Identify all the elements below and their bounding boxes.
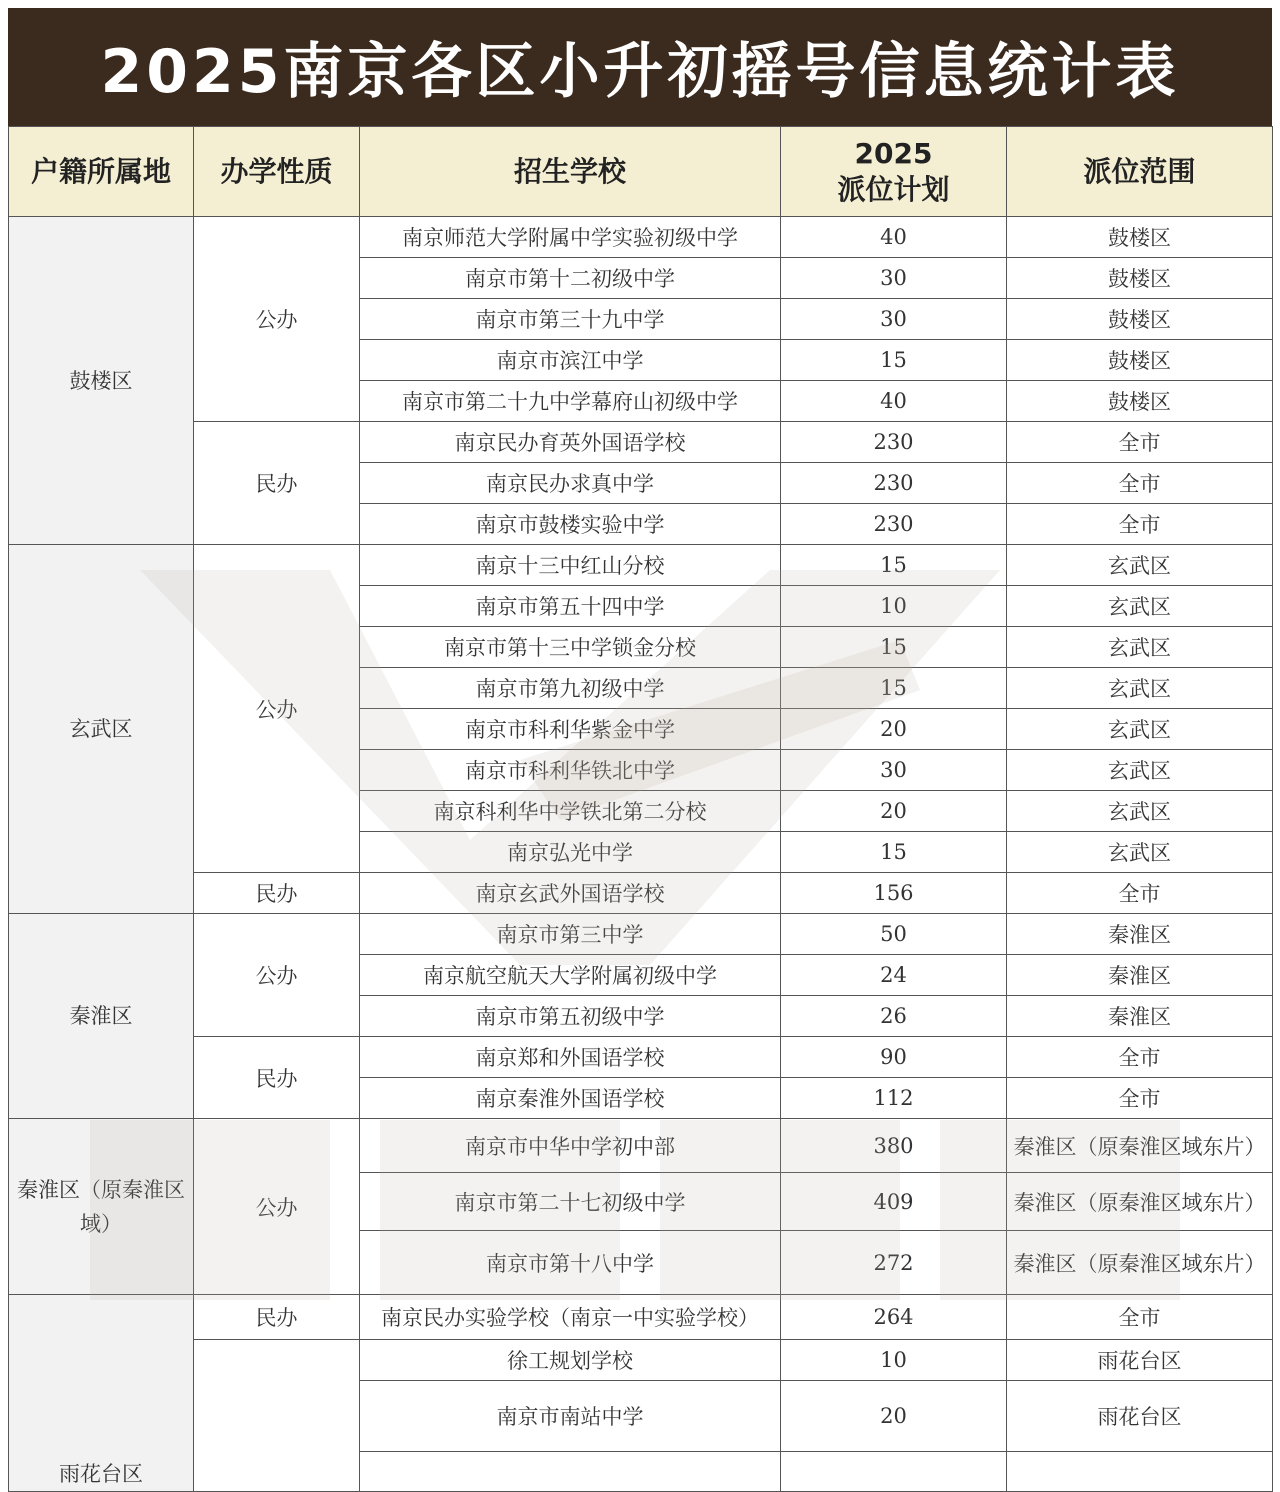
range-cell: 全市 bbox=[1007, 1295, 1273, 1340]
range-cell: 玄武区 bbox=[1007, 750, 1273, 791]
plan-cell: 26 bbox=[781, 996, 1007, 1037]
nature-cell: 民办 bbox=[194, 1037, 360, 1119]
school-cell: 南京市第二十九中学幕府山初级中学 bbox=[360, 381, 781, 422]
table-row bbox=[9, 1295, 1273, 1340]
nature-cell: 公办 bbox=[194, 217, 360, 422]
school-cell: 南京师范大学附属中学实验初级中学 bbox=[360, 217, 781, 258]
plan-cell: 15 bbox=[781, 340, 1007, 381]
school-cell: 南京市中华中学初中部 bbox=[360, 1119, 781, 1173]
plan-cell: 409 bbox=[781, 1173, 1007, 1231]
enrollment-table bbox=[8, 126, 1273, 1492]
range-cell: 鼓楼区 bbox=[1007, 381, 1273, 422]
school-cell: 南京秦淮外国语学校 bbox=[360, 1078, 781, 1119]
header-range: 派位范围 bbox=[1007, 127, 1273, 217]
range-cell: 全市 bbox=[1007, 463, 1273, 504]
school-cell: 南京市第十二初级中学 bbox=[360, 258, 781, 299]
range-cell: 雨花台区 bbox=[1007, 1340, 1273, 1381]
school-cell: 南京市南站中学 bbox=[360, 1381, 781, 1452]
table-row bbox=[9, 873, 1273, 914]
school-cell: 南京市第五初级中学 bbox=[360, 996, 781, 1037]
range-cell bbox=[1007, 1452, 1273, 1492]
range-cell: 秦淮区（原秦淮区域东片） bbox=[1007, 1119, 1273, 1173]
title-bar bbox=[8, 8, 1272, 126]
range-cell: 玄武区 bbox=[1007, 627, 1273, 668]
range-cell: 玄武区 bbox=[1007, 791, 1273, 832]
school-cell: 南京市第九初级中学 bbox=[360, 668, 781, 709]
range-cell: 全市 bbox=[1007, 873, 1273, 914]
district-cell-gulou: 鼓楼区 bbox=[9, 217, 194, 545]
header-plan-year: 2025 bbox=[854, 136, 933, 170]
range-cell: 玄武区 bbox=[1007, 668, 1273, 709]
nature-cell: 民办 bbox=[194, 1295, 360, 1340]
table-row bbox=[9, 217, 1273, 258]
plan-cell: 156 bbox=[781, 873, 1007, 914]
range-cell: 全市 bbox=[1007, 1078, 1273, 1119]
range-cell: 玄武区 bbox=[1007, 545, 1273, 586]
district-label-yuhuatai: 雨花台区 bbox=[59, 1462, 143, 1486]
school-cell: 南京市第十八中学 bbox=[360, 1231, 781, 1295]
plan-cell: 90 bbox=[781, 1037, 1007, 1078]
range-cell: 玄武区 bbox=[1007, 832, 1273, 873]
table-row bbox=[9, 422, 1273, 463]
school-cell: 南京民办实验学校（南京一中实验学校） bbox=[360, 1295, 781, 1340]
plan-cell: 272 bbox=[781, 1231, 1007, 1295]
page-title: 2025南京各区小升初摇号信息统计表 bbox=[100, 37, 1180, 107]
school-cell: 南京航空航天大学附属初级中学 bbox=[360, 955, 781, 996]
header-school: 招生学校 bbox=[360, 127, 781, 217]
plan-cell: 50 bbox=[781, 914, 1007, 955]
range-cell: 全市 bbox=[1007, 504, 1273, 545]
range-cell: 玄武区 bbox=[1007, 709, 1273, 750]
range-cell: 秦淮区（原秦淮区域东片） bbox=[1007, 1231, 1273, 1295]
district-cell-qinhuai-original: 秦淮区（原秦淮区域） bbox=[9, 1119, 194, 1295]
plan-cell: 20 bbox=[781, 709, 1007, 750]
plan-cell: 10 bbox=[781, 1340, 1007, 1381]
school-cell: 南京科利华中学铁北第二分校 bbox=[360, 791, 781, 832]
nature-cell: 公办 bbox=[194, 914, 360, 1037]
range-cell: 秦淮区 bbox=[1007, 955, 1273, 996]
school-cell bbox=[360, 1452, 781, 1492]
header-district: 户籍所属地 bbox=[9, 127, 194, 217]
header-plan-label: 派位计划 bbox=[837, 172, 950, 206]
range-cell: 全市 bbox=[1007, 1037, 1273, 1078]
school-cell: 南京民办育英外国语学校 bbox=[360, 422, 781, 463]
school-cell: 南京民办求真中学 bbox=[360, 463, 781, 504]
plan-cell: 30 bbox=[781, 258, 1007, 299]
nature-cell: 公办 bbox=[194, 545, 360, 873]
school-cell: 南京市第二十七初级中学 bbox=[360, 1173, 781, 1231]
range-cell: 玄武区 bbox=[1007, 586, 1273, 627]
school-cell: 南京市科利华紫金中学 bbox=[360, 709, 781, 750]
school-cell: 南京市第五十四中学 bbox=[360, 586, 781, 627]
school-cell: 南京弘光中学 bbox=[360, 832, 781, 873]
range-cell: 全市 bbox=[1007, 422, 1273, 463]
plan-cell: 230 bbox=[781, 463, 1007, 504]
district-cell-yuhuatai bbox=[9, 1295, 194, 1492]
school-cell: 南京市科利华铁北中学 bbox=[360, 750, 781, 791]
plan-cell: 380 bbox=[781, 1119, 1007, 1173]
plan-cell: 15 bbox=[781, 668, 1007, 709]
range-cell: 秦淮区（原秦淮区域东片） bbox=[1007, 1173, 1273, 1231]
nature-cell: 公办 bbox=[194, 1119, 360, 1295]
plan-cell: 24 bbox=[781, 955, 1007, 996]
header-nature: 办学性质 bbox=[194, 127, 360, 217]
nature-cell: 民办 bbox=[194, 422, 360, 545]
plan-cell: 20 bbox=[781, 1381, 1007, 1452]
plan-cell: 20 bbox=[781, 791, 1007, 832]
plan-cell: 15 bbox=[781, 627, 1007, 668]
school-cell: 南京市第三中学 bbox=[360, 914, 781, 955]
plan-cell: 112 bbox=[781, 1078, 1007, 1119]
table-row bbox=[9, 914, 1273, 955]
plan-cell: 15 bbox=[781, 832, 1007, 873]
school-cell: 南京市第三十九中学 bbox=[360, 299, 781, 340]
plan-cell: 264 bbox=[781, 1295, 1007, 1340]
plan-cell: 40 bbox=[781, 381, 1007, 422]
header-row bbox=[9, 127, 1273, 217]
header-plan bbox=[781, 127, 1007, 217]
table-row bbox=[9, 545, 1273, 586]
school-cell: 徐工规划学校 bbox=[360, 1340, 781, 1381]
plan-cell: 40 bbox=[781, 217, 1007, 258]
school-cell: 南京市第十三中学锁金分校 bbox=[360, 627, 781, 668]
range-cell: 秦淮区 bbox=[1007, 996, 1273, 1037]
school-cell: 南京郑和外国语学校 bbox=[360, 1037, 781, 1078]
district-cell-xuanwu: 玄武区 bbox=[9, 545, 194, 914]
plan-cell: 30 bbox=[781, 299, 1007, 340]
range-cell: 雨花台区 bbox=[1007, 1381, 1273, 1452]
school-cell: 南京十三中红山分校 bbox=[360, 545, 781, 586]
plan-cell: 15 bbox=[781, 545, 1007, 586]
table-row bbox=[9, 1037, 1273, 1078]
nature-cell: 民办 bbox=[194, 873, 360, 914]
table-row bbox=[9, 1340, 1273, 1381]
school-cell: 南京市滨江中学 bbox=[360, 340, 781, 381]
plan-cell: 230 bbox=[781, 422, 1007, 463]
nature-cell bbox=[194, 1340, 360, 1492]
plan-cell: 230 bbox=[781, 504, 1007, 545]
school-cell: 南京市鼓楼实验中学 bbox=[360, 504, 781, 545]
range-cell: 鼓楼区 bbox=[1007, 299, 1273, 340]
plan-cell: 10 bbox=[781, 586, 1007, 627]
table-row bbox=[9, 1119, 1273, 1173]
district-cell-qinhuai: 秦淮区 bbox=[9, 914, 194, 1119]
plan-cell bbox=[781, 1452, 1007, 1492]
plan-cell: 30 bbox=[781, 750, 1007, 791]
school-cell: 南京玄武外国语学校 bbox=[360, 873, 781, 914]
range-cell: 鼓楼区 bbox=[1007, 340, 1273, 381]
range-cell: 秦淮区 bbox=[1007, 914, 1273, 955]
range-cell: 鼓楼区 bbox=[1007, 217, 1273, 258]
range-cell: 鼓楼区 bbox=[1007, 258, 1273, 299]
